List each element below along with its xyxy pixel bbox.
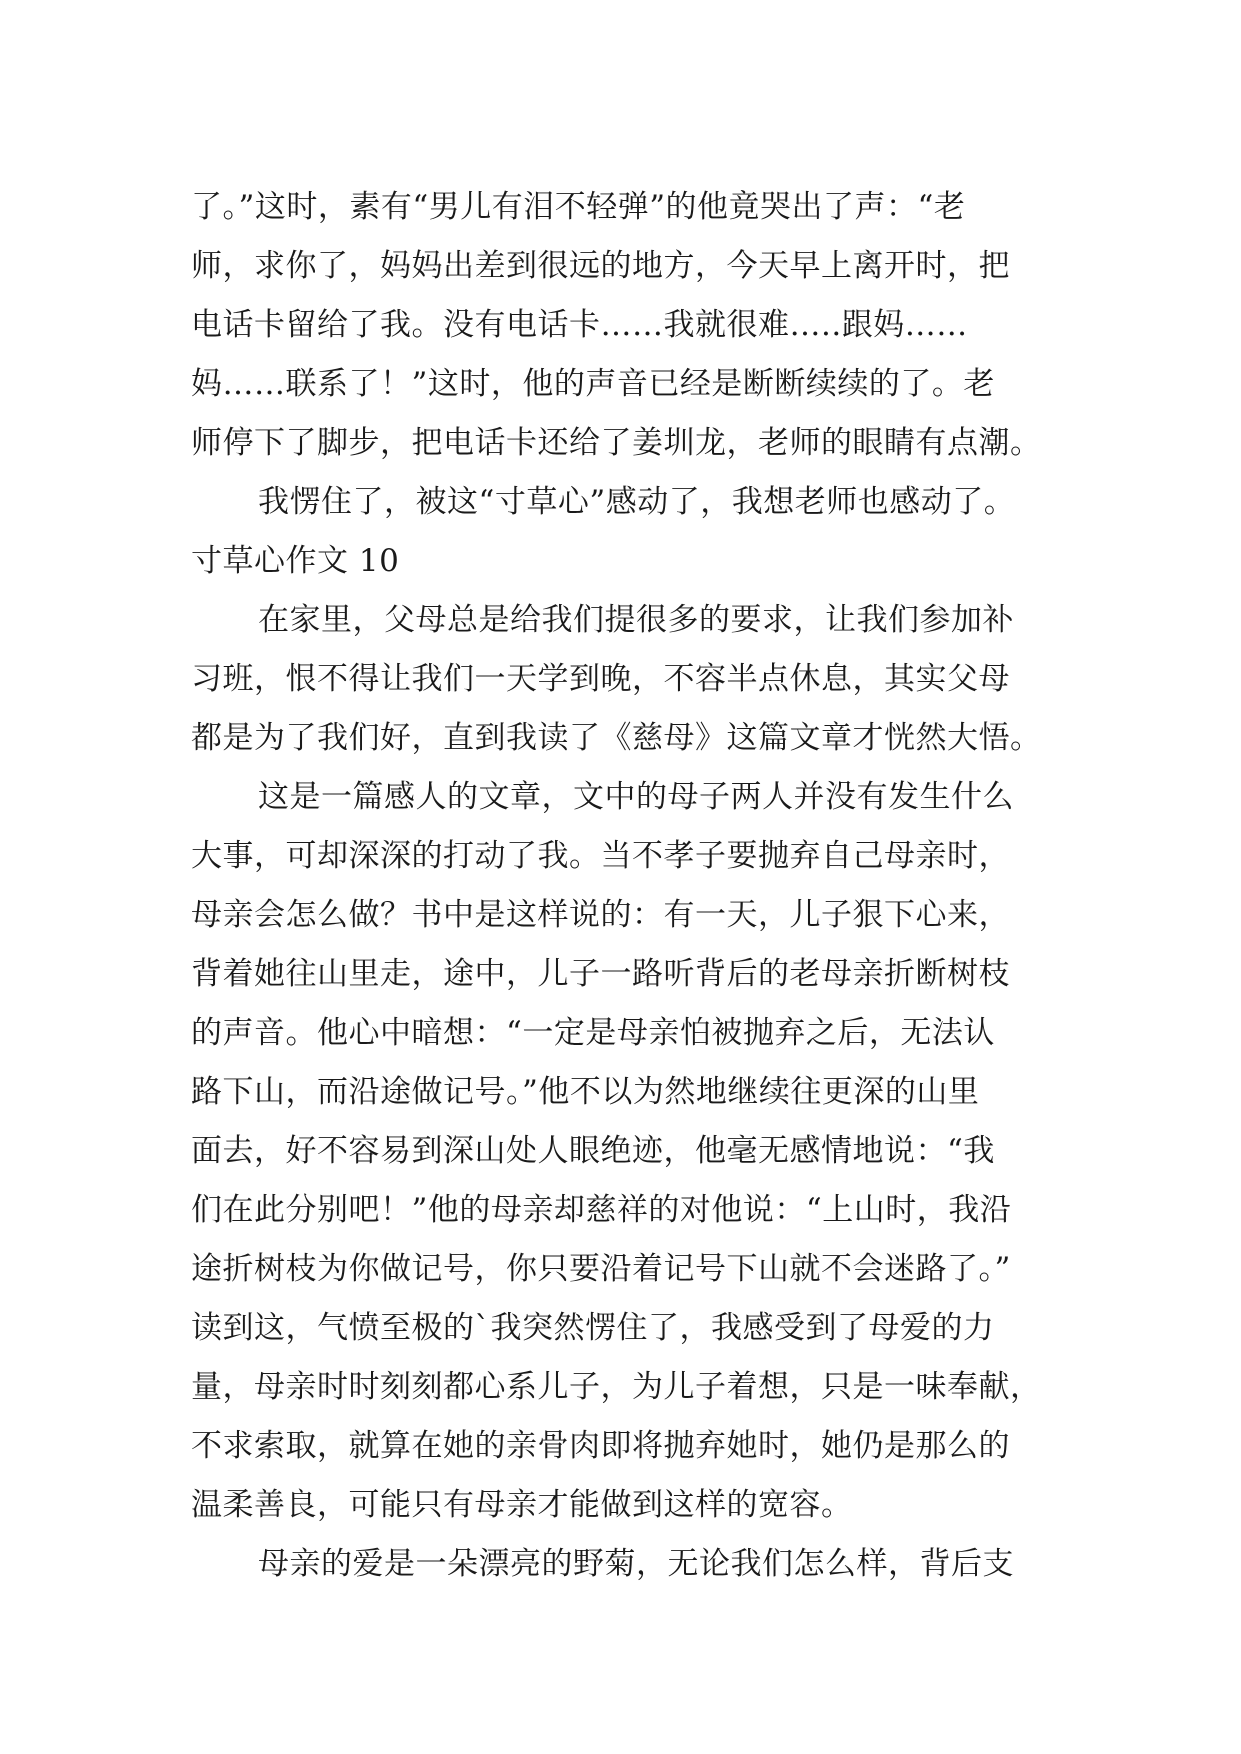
text-line: 妈……联系了！”这时，他的声音已经是断断续续的了。老 [191, 366, 995, 402]
text-line: 师停下了脚步，把电话卡还给了姜圳龙，老师的眼睛有点潮。 [191, 425, 1042, 461]
text-line: 途折树枝为你做记号，你只要沿着记号下山就不会迷路了。” [191, 1251, 1011, 1287]
text-line: 在家里，父母总是给我们提很多的要求，让我们参加补 [258, 602, 1014, 638]
section-heading: 寸草心作文 10 [191, 543, 400, 579]
text-line: 读到这，气愤至极的`我突然愣住了，我感受到了母爱的力 [191, 1310, 995, 1346]
text-line: 面去，好不容易到深山处人眼绝迹，他毫无感情地说：“我 [191, 1133, 995, 1169]
text-line: 母亲的爱是一朵漂亮的野菊，无论我们怎么样，背后支 [258, 1546, 1014, 1582]
text-line: 不求索取，就算在她的亲骨肉即将抛弃她时，她仍是那么的 [191, 1428, 1010, 1464]
text-line: 量，母亲时时刻刻都心系儿子，为儿子着想，只是一味奉献， [191, 1369, 1042, 1405]
text-line: 们在此分别吧！”他的母亲却慈祥的对他说：“上山时，我沿 [191, 1192, 1012, 1228]
text-line: 背着她往山里走，途中，儿子一路听背后的老母亲折断树枝 [191, 956, 1010, 992]
text-line: 习班，恨不得让我们一天学到晚，不容半点休息，其实父母 [191, 661, 1010, 697]
text-line: 我愣住了，被这“寸草心”感动了，我想老师也感动了。 [258, 484, 1016, 520]
text-line: 师，求你了，妈妈出差到很远的地方，今天早上离开时，把 [191, 248, 1010, 284]
text-line: 的声音。他心中暗想：“一定是母亲怕被抛弃之后，无法认 [191, 1015, 995, 1051]
text-line: 母亲会怎么做？书中是这样说的：有一天，儿子狠下心来， [191, 897, 1010, 933]
text-line: 路下山，而沿途做记号。”他不以为然地继续往更深的山里 [191, 1074, 980, 1110]
text-line: 了。”这时，素有“男儿有泪不轻弹”的他竟哭出了声：“老 [191, 189, 966, 225]
text-line: 大事，可却深深的打动了我。当不孝子要抛弃自己母亲时， [191, 838, 1010, 874]
text-line: 电话卡留给了我。没有电话卡……我就很难…..跟妈…… [191, 307, 968, 343]
document-body [191, 178, 1091, 1594]
text-line: 都是为了我们好，直到我读了《慈母》这篇文章才恍然大悟。 [191, 720, 1042, 756]
text-line: 这是一篇感人的文章，文中的母子两人并没有发生什么 [258, 779, 1014, 815]
text-line: 温柔善良，可能只有母亲才能做到这样的宽容。 [191, 1487, 853, 1523]
